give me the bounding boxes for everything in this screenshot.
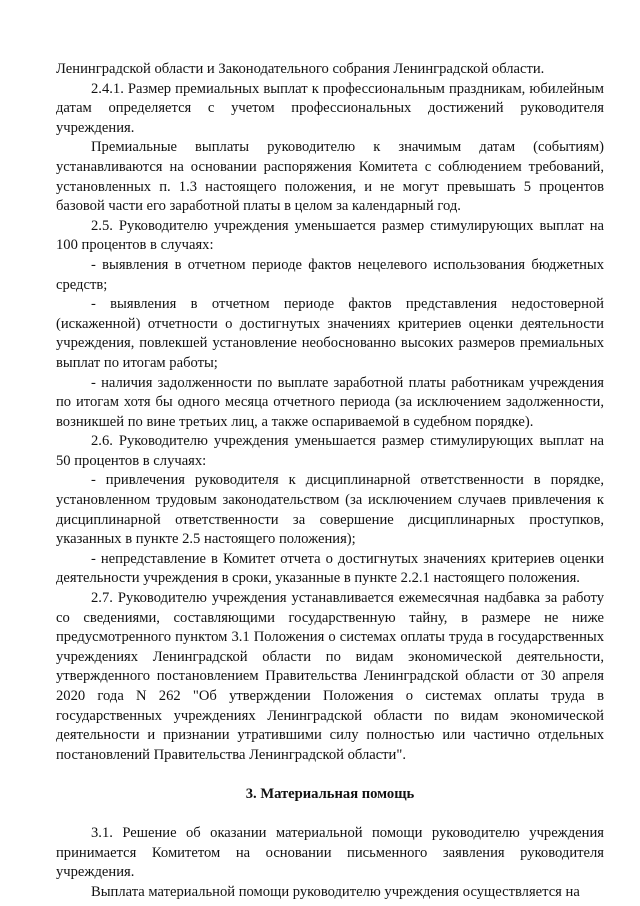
paragraph-continuation: Ленинградской области и Законодательного собрания Ленинградской области. bbox=[56, 61, 545, 77]
list-item-2-5-b: - выявления в отчетном периоде фактов представления недостоверной (искаженной) отчетности о достигнутых значениях критериев оценки деятельности учреждения, повлекшей установление необоснованно высоких размеров премиальных выплат по итогам работы; bbox=[56, 296, 604, 371]
paragraph-2-7: 2.7. Руководителю учреждения устанавливается ежемесячная надбавка за работу со сведениями, составляющими государственную тайну, в размере не ниже предусмотренного пунктом 3.1 Положения о системах оплаты труда в государственных учреждениях Ленинградской области по видам экономической деятельности, утвержденного постановлением Правительства Ленинградской области от 30 апреля 2020 года N 262 "Об утверждении Положения о системах оплаты труда в государственных учреждениях Ленинградской области по видам экономической деятельности и признании утратившими силу полностью или частично отдельных постановлений Правительства Ленинградской области". bbox=[56, 590, 604, 763]
list-item-2-6-a: - привлечения руководителя к дисциплинарной ответственности в порядке, установленном трудовым законодательством (за исключением случаев привлечения к дисциплинарной ответственности за совершение дисциплинарных проступков, указанных в пункте 2.5 настоящего положения); bbox=[56, 472, 604, 548]
list-item-2-5-a: - выявления в отчетном периоде фактов нецелевого использования бюджетных средств; bbox=[56, 256, 604, 293]
document-page bbox=[56, 60, 604, 902]
list-item-2-6-b: - непредставление в Комитет отчета о достигнутых значениях критериев оценки деятельности учреждения в сроки, указанные в пункте 2.2.1 настоящего положения. bbox=[56, 550, 604, 587]
paragraph-3-1: 3.1. Решение об оказании материальной помощи руководителю учреждения принимается Комитетом на основании письменного заявления руководителя учреждения. bbox=[56, 824, 604, 881]
paragraph-material-aid-payment: Выплата материальной помощи руководителю учреждения осуществляется на bbox=[91, 883, 580, 900]
paragraph-2-6: 2.6. Руководителю учреждения уменьшается размер стимулирующих выплат на 50 процентов в случаях: bbox=[56, 433, 604, 469]
list-item-2-5-c: - наличия задолженности по выплате заработной платы работникам учреждения по итогам хотя бы одного месяца отчетного периода (за исключением задолженности, возникшей по вине третьих лиц, а также оспариваемой в судебном порядке). bbox=[56, 374, 604, 430]
paragraph-2-4-1: 2.4.1. Размер премиальных выплат к профессиональным праздникам, юбилейным датам определяется с учетом профессиональных достижений руководителя учреждения. bbox=[56, 80, 604, 136]
paragraph-premium-payments: Премиальные выплаты руководителю к значимым датам (событиям) устанавливаются на основании распоряжения Комитета с соблюдением требований, установленных п. 1.3 настоящего положения, и не могут превышать 5 процентов базовой части его заработной платы в целом за календарный год. bbox=[56, 139, 604, 215]
paragraph-2-5: 2.5. Руководителю учреждения уменьшается размер стимулирующих выплат на 100 процентов в случаях: bbox=[56, 217, 604, 254]
section-heading: 3. Материальная помощь bbox=[245, 786, 415, 803]
